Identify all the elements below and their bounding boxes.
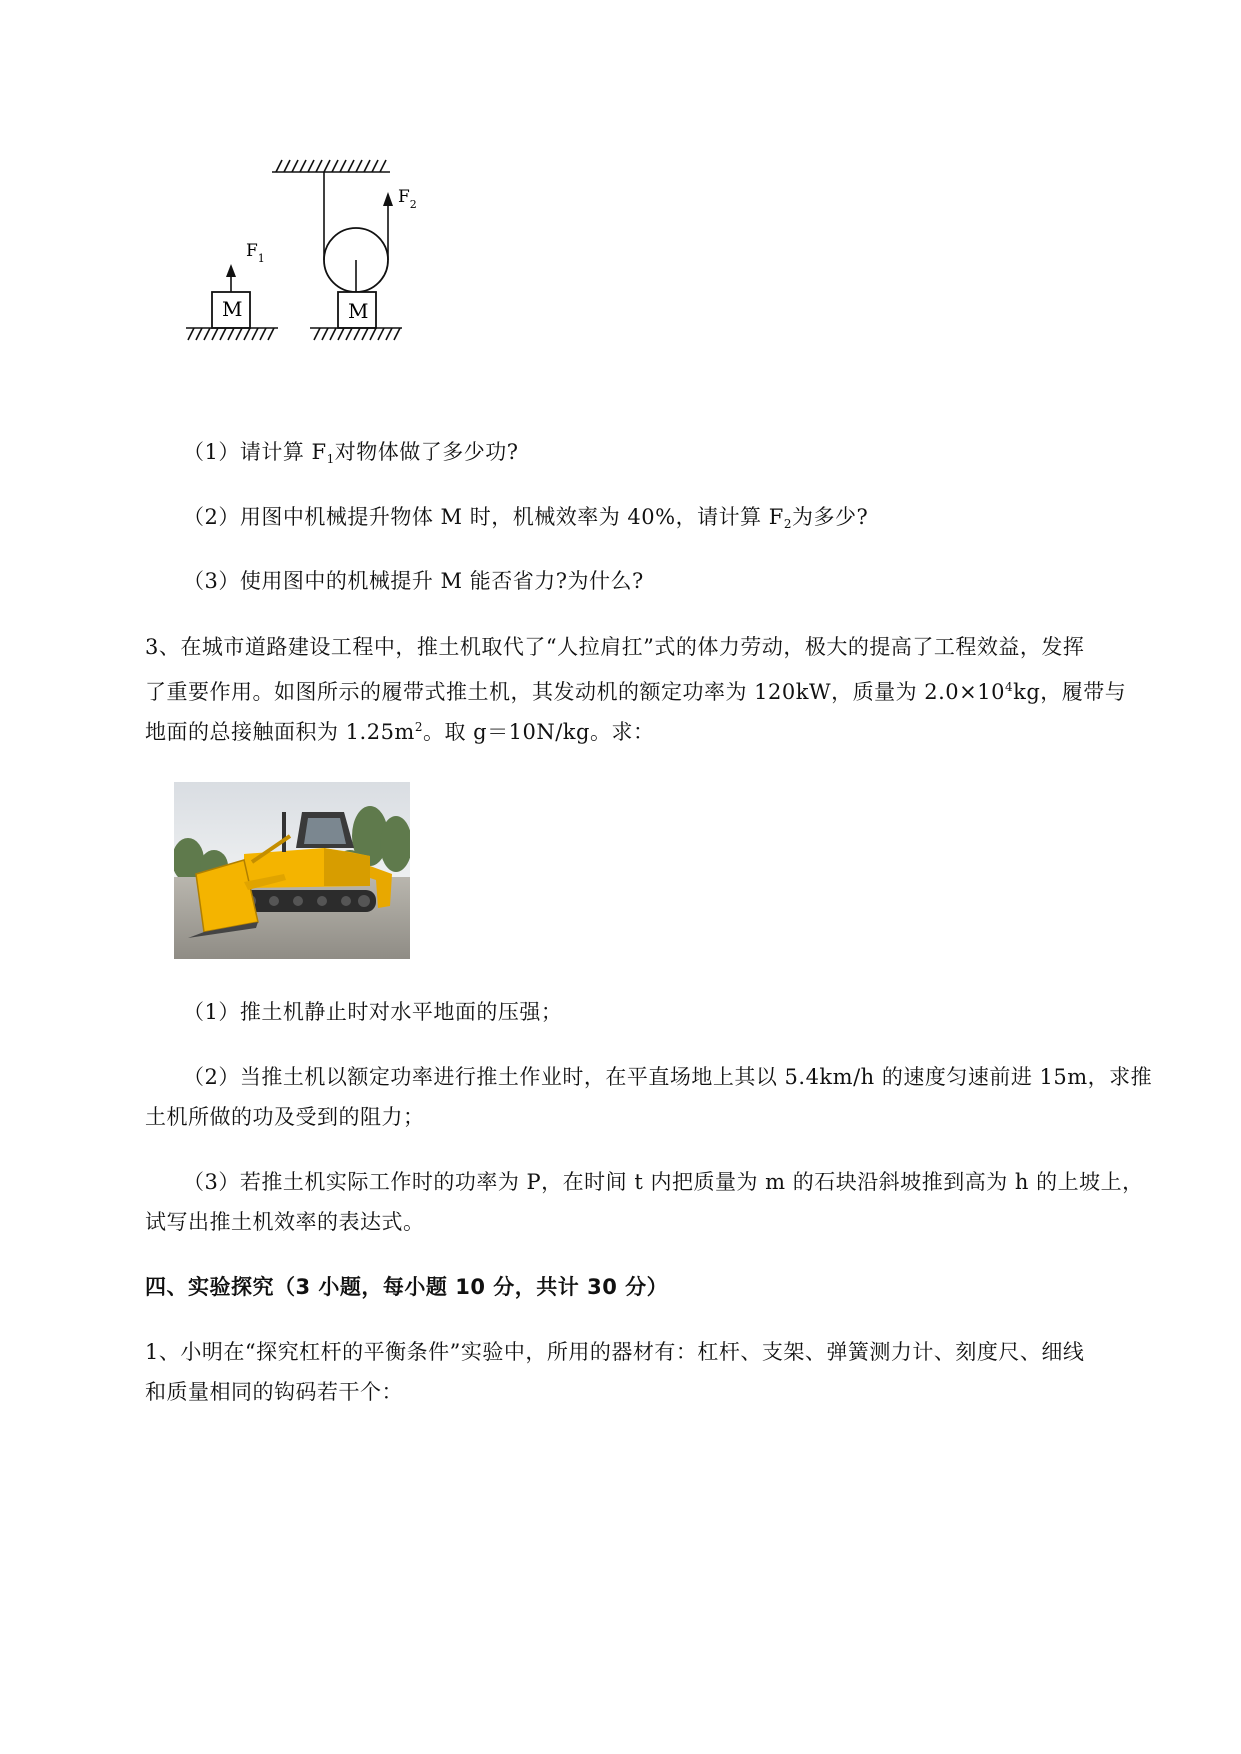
s4-q1-line1: 1、小明在“探究杠杆的平衡条件”实验中，所用的器材有：杠杆、支架、弹簧测力计、刻度尺、细线	[145, 1340, 1085, 1364]
section4-heading: 四、实验探究（3 小题，每小题 10 分，共计 30 分）	[145, 1275, 669, 1299]
ground-hatch-right	[310, 328, 402, 340]
q3-sub3-line1: （3）若推土机实际工作时的功率为 P，在时间 t 内把质量为 m 的石块沿斜坡推到高为 h 的上坡上，	[183, 1170, 1144, 1194]
q3-stem-line1: 3、在城市道路建设工程中，推土机取代了“人拉肩扛”式的体力劳动，极大的提高了工程效益，发挥	[145, 635, 1085, 659]
q3-stem-line3: 地面的总接触面积为 $1.25m^2$。取 g＝10N/kg。求：	[145, 720, 655, 744]
q2-sub3: （3）使用图中的机械提升 M 能否省力?为什么?	[183, 569, 644, 593]
q3-sub2-line1: （2）当推土机以额定功率进行推土作业时，在平直场地上其以 5.4km/h 的速度匀速前进 15m，求推	[183, 1065, 1153, 1089]
s4-q1-line2: 和质量相同的钩码若干个：	[145, 1380, 403, 1404]
q3-stem-line2: 了重要作用。如图所示的履带式推土机，其发动机的额定功率为 120kW，质量为 $2.0\times 10^4kg$，履带与	[145, 680, 1127, 704]
q3-sub1: （1）推土机静止时对水平地面的压强；	[183, 1000, 563, 1024]
q3-sub2-line2: 土机所做的功及受到的阻力；	[145, 1105, 425, 1129]
q3-sub3-line2: 试写出推土机效率的表达式。	[145, 1210, 425, 1234]
f2-arrow-icon	[383, 192, 393, 206]
f1-arrow-icon	[226, 264, 236, 277]
q2-sub1: （1）请计算 $F_1$对物体做了多少功?	[183, 440, 519, 466]
ground-hatch-left	[186, 328, 278, 340]
bulldozer-photo	[174, 782, 410, 959]
ceiling-hatch	[272, 160, 390, 172]
pulley-diagram	[180, 150, 440, 390]
mass-label-right: M	[348, 299, 369, 323]
mass-label-left: M	[222, 297, 243, 321]
f1-label: $F_1$	[246, 241, 265, 265]
f2-label: $F_2$	[398, 187, 417, 211]
q2-sub2: （2）用图中机械提升物体 M 时，机械效率为 40%，请计算 $F_2$为多少?	[183, 505, 869, 531]
